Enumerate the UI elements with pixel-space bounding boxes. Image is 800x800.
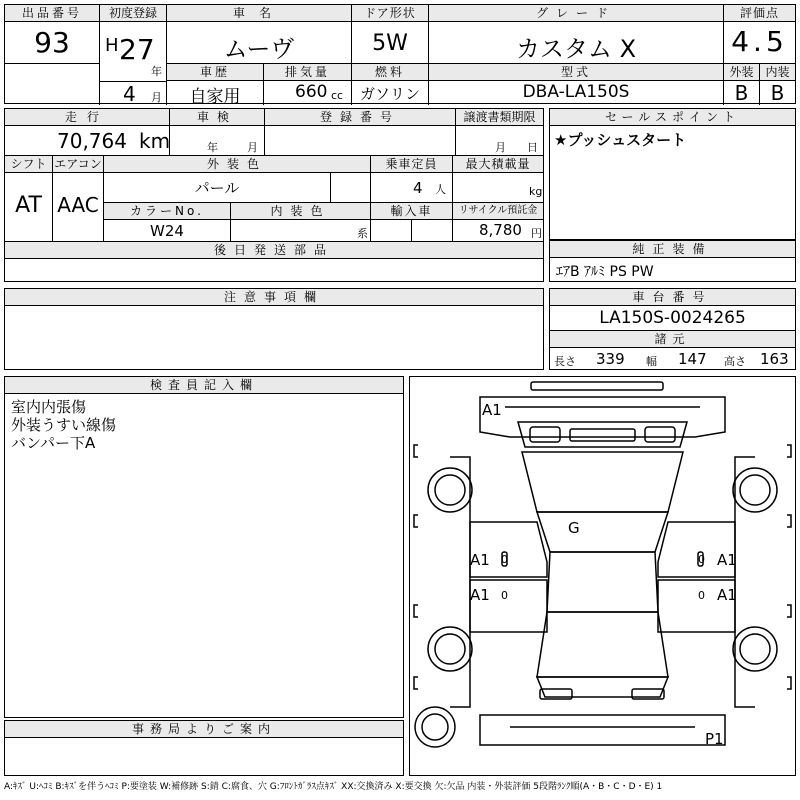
era: H — [105, 35, 119, 56]
exterior-grade: B — [734, 81, 749, 105]
capacity-unit: 人 — [435, 183, 446, 196]
capacity-label: 乗車定員 — [371, 156, 452, 172]
door-marker: 0 — [698, 589, 705, 602]
notes-panel — [4, 288, 544, 370]
chassis-number: LA150S-0024265 — [599, 308, 746, 328]
left-front-door-mark: A1 — [470, 551, 490, 569]
score: 4.5 — [731, 25, 788, 58]
grade: カスタム X — [515, 35, 637, 63]
ac: AAC — [57, 193, 99, 217]
car-diagram-panel — [409, 376, 796, 776]
rear-bumper-mark: P1 — [705, 730, 724, 748]
mileage: 70,764 — [57, 129, 127, 153]
left-rear-door-mark: A1 — [470, 586, 490, 604]
mileage-label: 走行 — [5, 109, 169, 125]
transfer-month-unit: 月 — [495, 141, 506, 154]
office-label: 事務局よりご案内 — [5, 721, 403, 737]
recycle-label: リサイクル預託金 — [453, 203, 543, 219]
door-marker: 0 — [698, 553, 705, 566]
ext-color: パール — [194, 179, 240, 197]
later-parts-label: 後日発送部品 — [5, 242, 543, 258]
front-bumper-mark: A1 — [482, 401, 502, 419]
shift: AT — [15, 193, 42, 218]
office-panel — [4, 720, 404, 776]
ac-label: エアコン — [54, 157, 102, 171]
fuel-label: 燃料 — [352, 64, 428, 80]
chassis-label: 車台番号 — [550, 289, 795, 305]
int-color-unit: 系 — [357, 227, 368, 240]
exterior-label: 外装 — [724, 64, 759, 80]
header-panel — [4, 4, 796, 107]
max-load-label: 最大積載量 — [453, 156, 543, 172]
displacement: 660 — [295, 82, 328, 102]
sales-points-panel — [549, 108, 796, 240]
inspector-panel — [4, 376, 404, 718]
grade-label: グレード — [429, 5, 723, 21]
height: 163 — [760, 350, 789, 368]
legend: A:ｷｽﾞ U:ﾍｺﾐ B:ｷｽﾞを伴うﾍｺﾐ P:要塗装 W:補修跡 S:錆 C:腐食、穴 G:ﾌﾛﾝﾄｶﾞﾗｽ点ｷｽﾞ XX:交換済み X:要交換 欠:欠品 内装・外装評価 5段階ﾗﾝｸ順(A・B・C・D・E) 1 — [4, 782, 663, 792]
capacity: 4 — [413, 179, 423, 197]
right-front-door-mark: A1 — [717, 551, 737, 569]
chassis-panel — [549, 288, 796, 370]
lot-number: 93 — [34, 26, 70, 59]
mileage-unit: km — [139, 129, 171, 153]
door-type: 5W — [372, 31, 408, 56]
reg-month: 4 — [123, 82, 136, 106]
fuel: ガソリン — [359, 85, 420, 103]
ext-color-label: 外装色 — [104, 156, 370, 172]
car-history: 自家用 — [189, 87, 241, 107]
recycle-deposit: 8,780 — [479, 221, 522, 239]
inspector-label: 検査員記入欄 — [5, 377, 403, 393]
inspector-line: 外装うすい線傷 — [11, 416, 117, 434]
max-load-unit: kg — [529, 185, 543, 198]
history-label: 車歴 — [167, 64, 263, 80]
right-rear-door-mark: A1 — [717, 586, 737, 604]
car-name: ムーヴ — [223, 35, 295, 63]
specs-label: 諸元 — [550, 331, 795, 347]
transfer-label: 譲渡書類期限 — [456, 109, 543, 125]
first-reg-label: 初度登録 — [100, 5, 166, 21]
import-label: 輸入車 — [371, 203, 452, 219]
inspector-line: バンパー下A — [11, 434, 96, 452]
height-label: 高さ — [724, 355, 746, 368]
displacement-unit: cc — [331, 89, 344, 102]
width: 147 — [678, 350, 707, 368]
car-diagram — [410, 377, 795, 775]
reg-month-unit: 月 — [151, 91, 162, 104]
color-no: W24 — [150, 222, 184, 240]
sales-points-label: セールスポイント — [550, 109, 795, 125]
color-no-label: カラーNo. — [104, 203, 230, 219]
model-label: 型式 — [429, 64, 723, 80]
length-label: 長さ — [554, 355, 576, 368]
displacement-label: 排気量 — [264, 64, 351, 80]
genuine-equipment-text: ｴｱB ｱﾙﾐ PS PW — [556, 264, 654, 280]
genuine-equipment-panel — [549, 240, 796, 282]
plate-label: 登録番号 — [265, 109, 455, 125]
model: DBA-LA150S — [522, 82, 630, 102]
reg-year-unit: 年 — [151, 65, 162, 78]
inspection-label: 車検 — [170, 109, 264, 125]
door-label: ドア形状 — [352, 5, 428, 21]
notes-label: 注意事項欄 — [5, 289, 543, 305]
car-name-label: 車名 — [167, 5, 351, 21]
roof-mark: G — [568, 519, 580, 537]
inspection-month-unit: 月 — [247, 141, 258, 154]
transfer-day-unit: 日 — [527, 141, 538, 154]
length: 339 — [596, 350, 625, 368]
int-color-label: 内装色 — [231, 203, 370, 219]
width-label: 幅 — [646, 355, 657, 368]
details-panel — [4, 108, 544, 282]
door-marker: 0 — [501, 553, 508, 566]
interior-grade: B — [770, 81, 785, 105]
door-marker: 0 — [501, 589, 508, 602]
sales-points-text: ★プッシュスタート — [554, 131, 687, 149]
interior-label: 内装 — [760, 64, 795, 80]
lot-number-label: 出品番号 — [5, 5, 99, 21]
reg-year: 27 — [119, 33, 155, 66]
inspector-line: 室内内張傷 — [11, 398, 87, 416]
inspection-year-unit: 年 — [207, 141, 218, 154]
recycle-unit: 円 — [531, 227, 542, 240]
score-label: 評価点 — [724, 5, 795, 21]
genuine-equipment-label: 純正装備 — [550, 241, 795, 257]
shift-label: シフト — [5, 156, 52, 172]
